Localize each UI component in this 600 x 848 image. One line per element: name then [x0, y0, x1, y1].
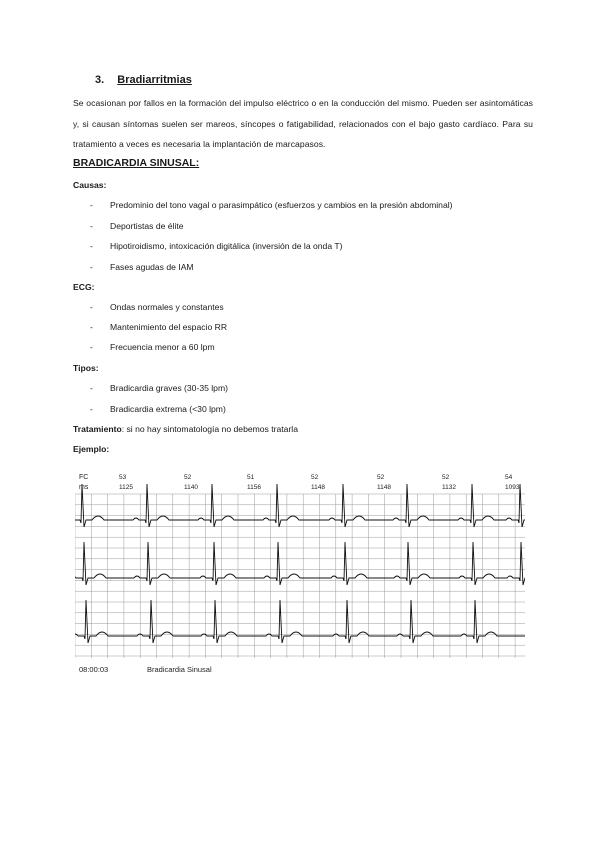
list-item: - Fases agudas de IAM	[90, 262, 194, 272]
list-item: - Mantenimiento del espacio RR	[90, 322, 228, 332]
reading-ms: 1093	[505, 484, 520, 491]
reading-fc: 52	[377, 474, 385, 481]
reading-ms: 1156	[247, 484, 261, 491]
list-item: - Deportistas de élite	[90, 221, 184, 231]
ecg-strip-figure	[75, 466, 525, 681]
causas-label: Causas:	[73, 180, 107, 190]
list-item: - Bradicardia graves (30-35 lpm)	[90, 383, 228, 393]
reading-fc: 53	[119, 474, 127, 481]
reading-fc: 52	[311, 474, 319, 481]
reading-fc: 54	[505, 474, 513, 481]
list-item: - Hipotiroidismo, intoxicación digitálica (inversión de la onda T)	[90, 241, 343, 251]
section-heading	[95, 74, 192, 86]
reading-ms: 1140	[184, 484, 198, 491]
ecg-caption: Bradicardia Sinusal	[147, 665, 212, 674]
reading-ms: 1125	[119, 484, 133, 491]
ms-label: ms	[79, 484, 89, 491]
reading-fc: 51	[247, 474, 255, 481]
subsection-title: BRADICARDIA SINUSAL:	[73, 157, 200, 169]
reading-ms: 1132	[442, 484, 456, 491]
list-item: - Bradicardia extrema (<30 lpm)	[90, 404, 226, 414]
list-item: - Ondas normales y constantes	[90, 302, 224, 312]
tratamiento-line	[73, 424, 298, 434]
tratamiento-label: Tratamiento	[73, 424, 122, 434]
list-item: - Frecuencia menor a 60 lpm	[90, 342, 215, 352]
reading-ms: 1148	[377, 484, 391, 491]
reading-fc: 52	[184, 474, 192, 481]
reading-ms: 1148	[311, 484, 325, 491]
list-item: - Predominio del tono vagal o parasimpático (esfuerzos y cambios en la presión abdominal)	[90, 200, 453, 210]
fc-label: FC	[79, 474, 89, 481]
ejemplo-label: Ejemplo:	[73, 444, 110, 454]
reading-fc: 52	[442, 474, 450, 481]
section-number: 3.	[95, 74, 105, 86]
section-title: Bradiarritmias	[117, 74, 192, 86]
ecg-background	[75, 466, 525, 681]
ecg-strip	[75, 466, 525, 681]
ecg-time: 08:00:03	[79, 665, 109, 674]
tipos-label: Tipos:	[73, 363, 99, 373]
ecg-label: ECG:	[73, 282, 95, 292]
intro-paragraph: Se ocasionan por fallos en la formación del impulso eléctrico o en la conducción del mismo. Pueden ser asintomáticas y, si causan síntomas suelen ser mareos, síncopes o fatigabilidad, relacionados con el bajo gasto cardíaco. Para su tratamiento a veces es necesaria la implantación de marcapasos.	[73, 98, 533, 149]
tratamiento-text: : si no hay sintomatología no debemos tratarla	[121, 424, 298, 434]
